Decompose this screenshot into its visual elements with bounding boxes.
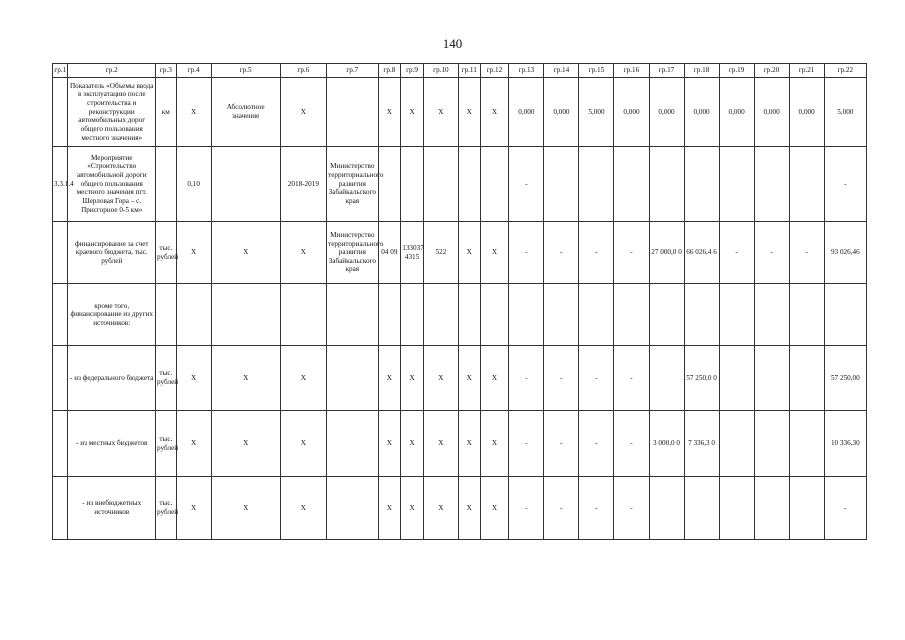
table-cell: финансирование за счет краевого бюджета, тыс. рублей [68,222,156,284]
table-cell: Показатель «Объемы ввода в эксплуатацию после строительства и реконструкции автомобильных дорог общего пользования местного значения» [68,78,156,147]
table-row [53,78,867,147]
table-cell [401,147,424,222]
table-cell: - [579,411,614,477]
column-header: гр.13 [509,64,544,78]
table-cell: - [579,477,614,540]
table-cell: X [423,411,458,477]
table-cell [614,147,649,222]
table-cell [211,147,280,222]
table-cell: X [280,222,326,284]
table-cell [53,222,68,284]
table-cell: X [458,411,480,477]
column-header: гр.21 [789,64,824,78]
table-cell [53,284,68,346]
table-cell: 3 000,0 0 [649,411,684,477]
table-cell [684,477,719,540]
table-cell: X [480,346,509,411]
table-cell: - [824,147,866,222]
table-cell [423,147,458,222]
table-cell: - из федерального бюджета [68,346,156,411]
column-header: гр.5 [211,64,280,78]
table-cell: - [719,222,754,284]
table-cell: - [614,477,649,540]
table-cell: - [824,477,866,540]
table-cell [156,147,177,222]
table-cell: X [280,477,326,540]
table-cell: X [480,78,509,147]
table-cell [53,78,68,147]
table-cell [53,477,68,540]
table-cell: 57 250,00 [824,346,866,411]
column-header: гр.18 [684,64,719,78]
table-cell: X [423,346,458,411]
table-cell: X [401,411,424,477]
table-cell [544,147,579,222]
table-cell [789,284,824,346]
column-header: гр.12 [480,64,509,78]
table-cell: тыс. рублей [156,477,177,540]
table-cell: - [509,222,544,284]
table-cell [754,346,789,411]
table-cell: 0,000 [719,78,754,147]
table-cell [378,284,401,346]
table-cell: 27 000,0 0 [649,222,684,284]
budget-table [52,63,867,540]
table-cell: 93 026,46 [824,222,866,284]
table-cell [789,346,824,411]
column-header: гр.20 [754,64,789,78]
table-cell [789,411,824,477]
table-row [53,346,867,411]
table-cell: тыс. рублей [156,346,177,411]
table-cell: X [176,477,211,540]
table-cell [458,147,480,222]
table-cell [327,78,379,147]
column-header: гр.15 [579,64,614,78]
page-number: 140 [442,36,463,51]
table-cell [649,147,684,222]
table-cell [579,147,614,222]
table-cell: X [378,477,401,540]
table-cell: X [176,346,211,411]
table-cell: 3.3.1.4 [53,147,68,222]
column-header: гр.4 [176,64,211,78]
column-header: гр.9 [401,64,424,78]
table-cell: - [544,477,579,540]
table-cell [280,284,326,346]
table-cell: 57 250,0 0 [684,346,719,411]
table-cell [176,284,211,346]
table-cell: 522 [423,222,458,284]
table-cell [544,284,579,346]
table-cell: - [614,222,649,284]
table-cell: X [423,78,458,147]
table-cell: X [480,411,509,477]
table-cell [824,284,866,346]
table-cell: 0,000 [754,78,789,147]
table-cell: тыс. рублей [156,411,177,477]
column-header: гр.7 [327,64,379,78]
table-cell [684,284,719,346]
table-cell: X [401,346,424,411]
table-cell [614,284,649,346]
table-cell [211,284,280,346]
table-cell [480,147,509,222]
table-cell: км [156,78,177,147]
table-cell: X [176,411,211,477]
column-header: гр.2 [68,64,156,78]
table-cell [789,477,824,540]
table-cell [719,147,754,222]
table-cell: - [544,346,579,411]
table-cell: Абсолютное значение [211,78,280,147]
table-cell: X [378,346,401,411]
table-cell: 0,000 [614,78,649,147]
table-cell: X [176,222,211,284]
table-row [53,147,867,222]
table-cell: X [280,346,326,411]
table-cell [754,284,789,346]
table-cell [684,147,719,222]
column-header: гр.8 [378,64,401,78]
table-cell: - [544,222,579,284]
table-cell [719,477,754,540]
table-cell [53,346,68,411]
table-row [53,222,867,284]
table-cell: X [378,411,401,477]
table-cell [719,284,754,346]
table-cell [649,477,684,540]
table-cell: 04 09 [378,222,401,284]
column-header: гр.19 [719,64,754,78]
table-cell: 0,000 [509,78,544,147]
table-cell [458,284,480,346]
column-header: гр.17 [649,64,684,78]
table-cell: - [579,346,614,411]
table-cell [789,147,824,222]
table-cell: X [211,477,280,540]
table-cell: - [509,346,544,411]
table-cell: тыс. рублей [156,222,177,284]
table-cell [649,284,684,346]
table-cell: X [458,222,480,284]
table-cell: X [458,346,480,411]
table-cell [327,477,379,540]
table-cell: Министерство территориального развития Забайкальского края [327,147,379,222]
column-header: гр.1 [53,64,68,78]
table-cell: X [378,78,401,147]
table-cell [480,284,509,346]
column-header: гр.10 [423,64,458,78]
table-cell: 0,000 [544,78,579,147]
table-cell [327,284,379,346]
column-header: гр.14 [544,64,579,78]
table-cell: - из местных бюджетов [68,411,156,477]
table-cell [649,346,684,411]
table-cell: Мероприятие «Строительство автомобильной дороги общего пользования местного значения пгт. Шерловая Гора – с. Присгорное 0-5 км» [68,147,156,222]
table-cell [327,411,379,477]
table-cell: Министерство территориального развития Забайкальского края [327,222,379,284]
table-cell: 10 336,30 [824,411,866,477]
table-cell: - [614,411,649,477]
table-cell: 0,000 [789,78,824,147]
table-cell: X [176,78,211,147]
column-header: гр.16 [614,64,649,78]
table-cell [509,284,544,346]
table-cell: 66 026,4 6 [684,222,719,284]
table-cell: X [280,411,326,477]
table-cell: X [480,477,509,540]
column-header: гр.22 [824,64,866,78]
table-cell: X [401,78,424,147]
table-cell: X [480,222,509,284]
table-cell: кроме того, финансирование из других источников: [68,284,156,346]
column-header: гр.11 [458,64,480,78]
table-cell: - [544,411,579,477]
table-row [53,284,867,346]
table-cell [754,411,789,477]
table-row [53,411,867,477]
table-cell: - [509,411,544,477]
table-cell: X [401,477,424,540]
table-cell: - [614,346,649,411]
table-cell: 0,10 [176,147,211,222]
column-header: гр.3 [156,64,177,78]
table-cell: X [211,222,280,284]
table-cell: 7 336,3 0 [684,411,719,477]
table-cell [401,284,424,346]
table-cell: X [211,346,280,411]
table-cell [156,284,177,346]
column-header: гр.6 [280,64,326,78]
table-cell: - [789,222,824,284]
table-cell: - [754,222,789,284]
table-cell [327,346,379,411]
table-cell: 2018-2019 [280,147,326,222]
table-cell [423,284,458,346]
table-row [53,477,867,540]
table-cell: 0,000 [684,78,719,147]
table-cell: - из внебюджетных источников [68,477,156,540]
header-row [53,64,867,78]
table-cell [378,147,401,222]
table-cell [754,477,789,540]
table-cell: 5,000 [824,78,866,147]
table-cell: - [579,222,614,284]
table-cell: - [509,147,544,222]
table-cell: X [280,78,326,147]
table-cell: X [423,477,458,540]
table-cell [719,411,754,477]
table-cell [53,411,68,477]
table-cell: X [458,477,480,540]
table-cell: - [509,477,544,540]
table-cell: 5,000 [579,78,614,147]
table-cell: X [458,78,480,147]
table-cell: X [211,411,280,477]
table-cell [719,346,754,411]
table-cell [754,147,789,222]
table-cell [579,284,614,346]
table-cell: 133037 4315 [401,222,424,284]
table-cell: 0,000 [649,78,684,147]
